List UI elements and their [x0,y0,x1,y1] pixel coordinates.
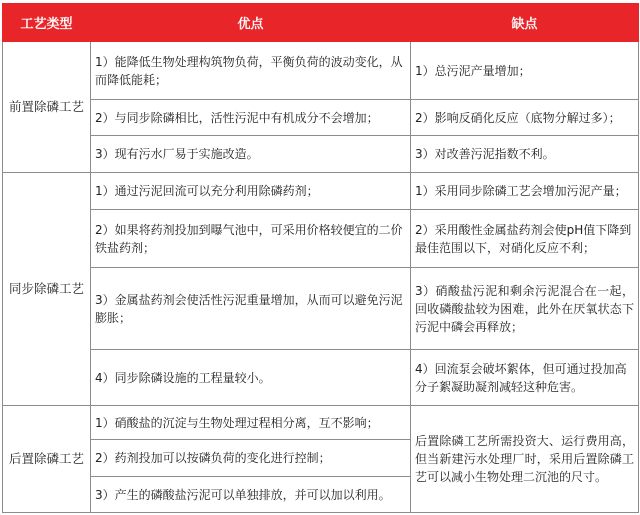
table-row [3,406,639,440]
header-advantages: 优点 [91,4,411,42]
header-disadvantages: 缺点 [411,4,639,42]
disadvantage-cell: 1）采用同步除磷工艺会增加污泥产量； [411,173,639,210]
process-type-cell: 同步除磷工艺 [3,173,91,406]
advantage-cell: 2）如果将药剂投加到曝气池中，可采用价格较便宜的二价铁盐药剂； [91,210,411,268]
disadvantage-cell: 3）对改善污泥指数不利。 [411,136,639,173]
disadvantage-cell: 后置除磷工艺所需投资大、运行费用高，但当新建污水处理厂时，采用后置除磷工艺可以减小生物处理二沉池的尺寸。 [411,406,639,513]
advantage-cell: 3）现有污水厂易于实施改造。 [91,136,411,173]
advantage-cell: 3）产生的磷酸盐污泥可以单独排放，并可以加以利用。 [91,477,411,513]
table-row [3,350,639,406]
table-row [3,210,639,268]
table-row [3,268,639,350]
disadvantage-cell: 2）影响反硝化反应（底物分解过多）； [411,100,639,136]
advantage-cell: 3）金属盐药剂会使活性污泥重量增加，从而可以避免污泥膨胀； [91,268,411,350]
advantage-cell: 2）药剂投加可以按磷负荷的变化进行控制； [91,440,411,477]
disadvantage-cell: 2）采用酸性金属盐药剂会使pH值下降到最佳范围以下，对硝化反应不利； [411,210,639,268]
disadvantage-cell: 4）回流泵会破坏絮体，但可通过投加高分子絮凝助凝剂减轻这种危害。 [411,350,639,406]
table-row [3,136,639,173]
advantage-cell: 1）硝酸盐的沉淀与生物处理过程相分离，互不影响； [91,406,411,440]
process-type-cell: 前置除磷工艺 [3,42,91,173]
header-process-type: 工艺类型 [3,4,91,42]
table-row [3,173,639,210]
advantage-cell: 1）通过污泥回流可以充分利用除磷药剂； [91,173,411,210]
process-type-cell: 后置除磷工艺 [3,406,91,513]
advantage-cell: 2）与同步除磷相比，活性污泥中有机成分不会增加； [91,100,411,136]
table-header-row [3,4,639,42]
process-comparison-table [2,3,639,513]
disadvantage-cell: 1）总污泥产量增加； [411,42,639,100]
advantage-cell: 1）能降低生物处理构筑物负荷，平衡负荷的波动变化，从而降低能耗； [91,42,411,100]
advantage-cell: 4）同步除磷设施的工程量较小。 [91,350,411,406]
table-row [3,42,639,100]
table-row [3,100,639,136]
disadvantage-cell: 3）硝酸盐污泥和剩余污泥混合在一起，回收磷酸盐较为困难，此外在厌氧状态下污泥中磷会再释放； [411,268,639,350]
